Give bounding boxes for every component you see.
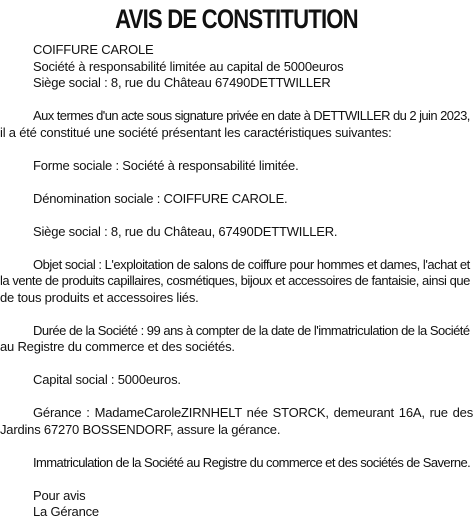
objet-line-2: la vente de produits capillaires, cosmétiques, bijoux et accessoires de fantaisie, ainsi que	[0, 273, 470, 288]
company-legal-form: Société à responsabilité limitée au capital de 5000euros	[33, 58, 344, 74]
objet-line-1: Objet social : L'exploitation de salons de coiffure pour hommes et dames, l'achat et	[33, 256, 470, 272]
intro-line-2: il a été constitué une société présentant les caractéristiques suivantes:	[0, 124, 392, 140]
spacer	[0, 306, 473, 323]
gerance-line-1: Gérance : MadameCaroleZIRNHELT née STORCK, demeurant 16A, rue des	[33, 405, 473, 420]
forme-sociale: Forme sociale : Société à responsabilité limitée.	[33, 157, 299, 173]
spacer	[0, 356, 473, 373]
notice-body	[0, 42, 473, 521]
notice-title: AVIS DE CONSTITUTION	[115, 4, 358, 34]
immatriculation: Immatriculation de la Société au Registre du commerce et des sociétés de Saverne.	[33, 454, 471, 470]
gerance-line-2: Jardins 67270 BOSSENDORF, assure la gérance.	[0, 421, 281, 437]
duree-line-2: au Registre du commerce et des sociétés.	[0, 339, 235, 354]
objet-line-3: de tous produits et accessoires liés.	[0, 289, 199, 305]
spacer	[0, 141, 473, 158]
capital-social: Capital social : 5000euros.	[33, 372, 181, 387]
spacer	[0, 207, 473, 224]
siege-social: Siège social : 8, rue du Château, 67490DETTWILLER.	[33, 223, 338, 239]
spacer	[0, 92, 473, 109]
company-address: Siège social : 8, rue du Château 67490DETTWILLER	[33, 75, 331, 90]
intro-line-1: Aux termes d'un acte sous signature privée en date à DETTWILLER du 2 juin 2023,	[33, 108, 470, 123]
spacer	[0, 389, 473, 406]
duree-line-1: Durée de la Société : 99 ans à compter de la date de l'immatriculation de la Société	[33, 322, 470, 338]
spacer	[0, 471, 473, 488]
signature: La Gérance	[33, 504, 99, 519]
spacer	[0, 438, 473, 455]
spacer	[0, 240, 473, 257]
denomination-sociale: Dénomination sociale : COIFFURE CAROLE.	[33, 190, 288, 206]
company-name: COIFFURE CAROLE	[33, 42, 154, 57]
pour-avis: Pour avis	[33, 487, 86, 503]
spacer	[0, 174, 473, 191]
